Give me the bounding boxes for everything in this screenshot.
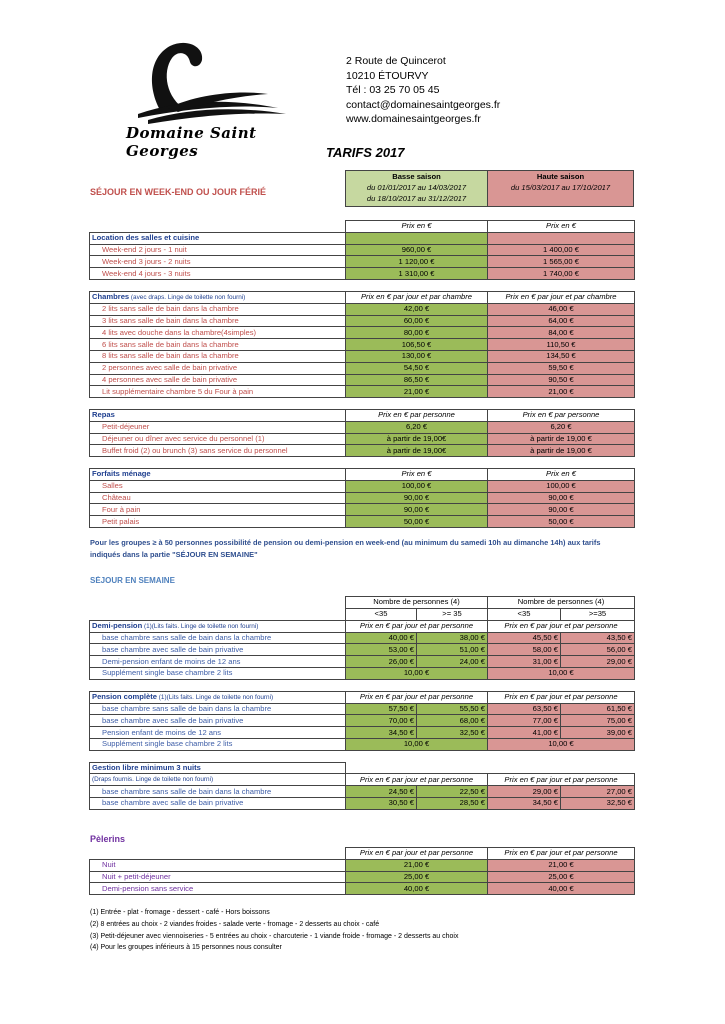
pelerins-header-row — [90, 848, 635, 860]
basse-supp: 10,00 € — [346, 667, 488, 679]
haute-price: 1 740,00 € — [488, 268, 635, 280]
basse-ge35-price: 38,00 € — [417, 632, 488, 644]
chambre-row — [90, 303, 635, 315]
rate-label: Pension enfant de moins de 12 ans — [90, 727, 346, 739]
basse-unit: Prix en € par jour et par personne — [346, 848, 488, 860]
footnote-2: (2) 8 entrées au choix - 2 viandes froides - salade verte - fromage - 2 desserts au choix - café — [90, 921, 380, 928]
basse-price: 106,50 € — [346, 339, 488, 351]
rate-label: 4 lits avec douche dans la chambre(4simples) — [90, 327, 346, 339]
haute-lt35-price: 58,00 € — [488, 644, 561, 656]
basse-empty — [346, 232, 488, 244]
semaine-table — [89, 596, 635, 810]
chambre-row — [90, 350, 635, 362]
basse-ge35-price: 22,50 € — [417, 786, 488, 798]
repas-header — [90, 409, 346, 421]
spacer-cell — [90, 679, 635, 691]
spacer-row — [90, 457, 635, 469]
basse-saison-dates-2: du 18/10/2017 au 31/12/2017 — [366, 194, 467, 203]
price-header-row — [90, 221, 635, 233]
blank-cell — [90, 597, 346, 609]
haute-ge35-price: 29,00 € — [561, 656, 635, 668]
address: 2 Route de Quincerot — [346, 55, 446, 67]
haute-price: 1 565,00 € — [488, 256, 635, 268]
rate-label: base chambre sans salle de bain dans la chambre — [90, 703, 346, 715]
haute-saison-dates: du 15/03/2017 au 17/10/2017 — [510, 183, 611, 192]
basse-price: 960,00 € — [346, 244, 488, 256]
repas-row — [90, 421, 635, 433]
spacer-cell — [90, 457, 635, 469]
gestion-subtitle: (Draps fournis. Linge de toilette non fourni) — [90, 774, 346, 786]
haute-ge35-price: 27,00 € — [561, 786, 635, 798]
haute-price: 64,00 € — [488, 315, 635, 327]
spacer-cell — [90, 750, 635, 762]
basse-lt35-price: 24,50 € — [346, 786, 417, 798]
complete-header-subtitle: (1)(Lits faits. Linge de toilette non fourni) — [157, 693, 274, 701]
basse-unit: Prix en € par jour et par personne — [346, 620, 488, 632]
rate-label: Week-end 4 jours - 3 nuits — [90, 268, 346, 280]
basse-saison-label: Basse saison — [392, 172, 441, 181]
basse-ge35-price: 55,50 € — [417, 703, 488, 715]
haute-ge35: >=35 — [561, 608, 635, 620]
location-row — [90, 268, 635, 280]
rate-label: Nuit — [90, 859, 346, 871]
rate-label: Buffet froid (2) ou brunch (3) sans service du personnel — [90, 445, 346, 457]
page-title: TARIFS 2017 — [326, 145, 405, 160]
spacer-row — [90, 679, 635, 691]
gestion-row — [90, 797, 635, 809]
rate-label: 2 personnes avec salle de bain privative — [90, 362, 346, 374]
rate-label: 2 lits sans salle de bain dans la chambre — [90, 303, 346, 315]
groups-note: Pour les groupes ≥ à 50 personnes possibilité de pension ou demi-pension en week-end (au minimum du samedi 10h au dimanche 14h) aux tarifs indiqués dans la partie "SÉJOUR EN SEMAINE" — [90, 538, 601, 559]
haute-lt35-price: 31,00 € — [488, 656, 561, 668]
forfaits-header — [90, 468, 346, 480]
pelerins-title: Pèlerins — [90, 834, 126, 844]
haute-price: 90,00 € — [488, 492, 635, 504]
blank-cell — [90, 221, 346, 233]
haute-unit: Prix en € par jour et par personne — [488, 774, 635, 786]
basse-unit: Prix en € par jour et par personne — [346, 774, 488, 786]
basse-nb-header: Nombre de personnes (4) — [346, 597, 488, 609]
haute-supp: 10,00 € — [488, 738, 635, 750]
complete-row — [90, 715, 635, 727]
haute-price: 1 400,00 € — [488, 244, 635, 256]
chambres-header — [90, 291, 346, 303]
demi-header-title: Demi-pension — [92, 620, 143, 630]
complete-header-title: Pension complète — [92, 691, 157, 701]
demi-supp-row — [90, 667, 635, 679]
rate-label: 8 lits sans salle de bain dans la chambre — [90, 350, 346, 362]
gestion-header — [90, 762, 346, 774]
haute-unit: Prix en € — [488, 468, 635, 480]
blank-cell — [346, 762, 635, 774]
haute-lt35-price: 45,50 € — [488, 632, 561, 644]
haute-price: 59,50 € — [488, 362, 635, 374]
basse-price: 21,00 € — [346, 859, 488, 871]
rate-label: 3 lits sans salle de bain dans la chambre — [90, 315, 346, 327]
rate-label: Château — [90, 492, 346, 504]
rate-label: Week-end 2 jours - 1 nuit — [90, 244, 346, 256]
location-row — [90, 256, 635, 268]
basse-price: 130,00 € — [346, 350, 488, 362]
haute-unit: Prix en € par personne — [488, 409, 635, 421]
chambres-header-row — [90, 291, 635, 303]
repas-header-row — [90, 409, 635, 421]
rate-label: Lit supplémentaire chambre 5 du Four à pain — [90, 386, 346, 398]
basse-price-header: Prix en € — [346, 221, 488, 233]
blank-cell — [90, 608, 346, 620]
rate-label: Petit-déjeuner — [90, 421, 346, 433]
haute-ge35-price: 75,00 € — [561, 715, 635, 727]
pelerins-table — [89, 847, 635, 895]
haute-price: 6,20 € — [488, 421, 635, 433]
haute-price: 134,50 € — [488, 350, 635, 362]
footnote-1: (1) Entrée - plat - fromage - dessert - café - Hors boissons — [90, 909, 270, 916]
rate-label: 4 personnes avec salle de bain privative — [90, 374, 346, 386]
rate-label: base chambre avec salle de bain privative — [90, 797, 346, 809]
rate-label: Déjeuner ou dîner avec service du personnel (1) — [90, 433, 346, 445]
basse-price: 25,00 € — [346, 871, 488, 883]
haute-saison-header — [487, 170, 634, 207]
basse-price: 80,00 € — [346, 327, 488, 339]
rate-label: base chambre avec salle de bain privative — [90, 715, 346, 727]
spacer-row — [90, 750, 635, 762]
basse-ge35: >= 35 — [417, 608, 488, 620]
complete-supp-row — [90, 738, 635, 750]
rate-label: base chambre avec salle de bain privative — [90, 644, 346, 656]
rate-label: Nuit + petit-déjeuner — [90, 871, 346, 883]
chambre-row — [90, 386, 635, 398]
city: 10210 ÉTOURVY — [346, 69, 429, 82]
rate-label: Petit palais — [90, 516, 346, 528]
spacer-cell — [90, 398, 635, 410]
basse-price: 90,00 € — [346, 504, 488, 516]
pelerin-row — [90, 883, 635, 895]
haute-price: 40,00 € — [488, 883, 635, 895]
complete-row — [90, 727, 635, 739]
haute-lt35-price: 77,00 € — [488, 715, 561, 727]
basse-supp: 10,00 € — [346, 738, 488, 750]
location-row — [90, 244, 635, 256]
forfait-row — [90, 504, 635, 516]
pelerin-row — [90, 859, 635, 871]
blank-cell — [90, 848, 346, 860]
haute-price: à partir de 19,00 € — [488, 433, 635, 445]
demi-header-subtitle: (1)(Lits faits. Linge de toilette non fourni) — [142, 622, 259, 630]
rate-label: Demi-pension sans service — [90, 883, 346, 895]
basse-price: 50,00 € — [346, 516, 488, 528]
rate-label: base chambre sans salle de bain dans la chambre — [90, 632, 346, 644]
haute-lt35-price: 29,00 € — [488, 786, 561, 798]
basse-price: à partir de 19,00€ — [346, 433, 488, 445]
chambres-header-title: Chambres — [92, 291, 130, 301]
forfait-row — [90, 480, 635, 492]
size-header-row — [90, 608, 635, 620]
demi-header — [90, 620, 346, 632]
haute-price: 84,00 € — [488, 327, 635, 339]
basse-price: 86,50 € — [346, 374, 488, 386]
location-header-row — [90, 232, 635, 244]
haute-price: à partir de 19,00 € — [488, 445, 635, 457]
basse-ge35-price: 28,50 € — [417, 797, 488, 809]
demi-row — [90, 632, 635, 644]
demi-row — [90, 656, 635, 668]
haute-ge35-price: 43,50 € — [561, 632, 635, 644]
basse-ge35-price: 24,00 € — [417, 656, 488, 668]
basse-saison-dates-1: du 01/01/2017 au 14/03/2017 — [366, 183, 467, 192]
website[interactable]: www.domainesaintgeorges.fr — [346, 113, 481, 126]
chambre-row — [90, 374, 635, 386]
basse-price: à partir de 19,00€ — [346, 445, 488, 457]
footnote-3: (3) Petit-déjeuner avec viennoiseries - 5 entrées au choix - charcuterie - 1 viande froide - fromage - 2 desserts au choix — [90, 933, 459, 940]
gestion-sub-row — [90, 774, 635, 786]
haute-ge35-price: 32,50 € — [561, 797, 635, 809]
logo-text: Domaine Saint Georges — [126, 124, 257, 160]
haute-ge35-price: 39,00 € — [561, 727, 635, 739]
basse-price: 1 310,00 € — [346, 268, 488, 280]
complete-row — [90, 703, 635, 715]
basse-saison-header — [345, 170, 488, 207]
forfaits-header-row — [90, 468, 635, 480]
forfaits-header-title: Forfaits ménage — [92, 469, 151, 479]
basse-price: 40,00 € — [346, 883, 488, 895]
basse-unit: Prix en € par jour et par chambre — [346, 291, 488, 303]
haute-saison-label: Haute saison — [536, 172, 585, 181]
chambre-row — [90, 327, 635, 339]
basse-price: 54,50 € — [346, 362, 488, 374]
email[interactable]: contact@domainesaintgeorges.fr — [346, 98, 501, 111]
pelerin-row — [90, 871, 635, 883]
basse-lt35-price: 34,50 € — [346, 727, 417, 739]
rate-label: 6 lits sans salle de bain dans la chambre — [90, 339, 346, 351]
logo — [108, 38, 298, 160]
haute-nb-header: Nombre de personnes (4) — [488, 597, 635, 609]
haute-lt35-price: 41,00 € — [488, 727, 561, 739]
gestion-header-title: Gestion libre minimum 3 nuits — [92, 762, 201, 772]
spacer-row — [90, 279, 635, 291]
basse-lt35: <35 — [346, 608, 417, 620]
chambres-header-subtitle: (avec draps. Linge de toilette non fourni) — [129, 293, 246, 301]
haute-price-header: Prix en € — [488, 221, 635, 233]
basse-lt35-price: 53,00 € — [346, 644, 417, 656]
repas-header-title: Repas — [92, 410, 115, 420]
basse-price: 6,20 € — [346, 421, 488, 433]
basse-ge35-price: 68,00 € — [417, 715, 488, 727]
semaine-title: SÉJOUR EN SEMAINE — [90, 576, 175, 583]
basse-lt35-price: 30,50 € — [346, 797, 417, 809]
basse-price: 90,00 € — [346, 492, 488, 504]
haute-lt35-price: 34,50 € — [488, 797, 561, 809]
repas-row — [90, 433, 635, 445]
basse-price: 42,00 € — [346, 303, 488, 315]
rate-label: Supplément single base chambre 2 lits — [90, 738, 346, 750]
haute-price: 100,00 € — [488, 480, 635, 492]
complete-header — [90, 691, 346, 703]
complete-header-row — [90, 691, 635, 703]
basse-lt35-price: 57,50 € — [346, 703, 417, 715]
footnote-4: (4) Pour les groupes inférieurs à 15 personnes nous consulter — [90, 944, 282, 951]
chambre-row — [90, 315, 635, 327]
basse-price: 100,00 € — [346, 480, 488, 492]
basse-price: 60,00 € — [346, 315, 488, 327]
demi-header-row — [90, 620, 635, 632]
telephone: Tél : 03 25 70 05 45 — [346, 84, 440, 97]
demi-row — [90, 644, 635, 656]
repas-row — [90, 445, 635, 457]
rate-label: Supplément single base chambre 2 lits — [90, 667, 346, 679]
basse-unit: Prix en € par personne — [346, 409, 488, 421]
basse-price: 1 120,00 € — [346, 256, 488, 268]
rate-label: Demi-pension enfant de moins de 12 ans — [90, 656, 346, 668]
haute-supp: 10,00 € — [488, 667, 635, 679]
basse-lt35-price: 40,00 € — [346, 632, 417, 644]
chambre-row — [90, 362, 635, 374]
haute-empty — [488, 232, 635, 244]
nb-header-row — [90, 597, 635, 609]
basse-unit: Prix en € par jour et par personne — [346, 691, 488, 703]
haute-unit: Prix en € par jour et par personne — [488, 620, 635, 632]
forfait-row — [90, 492, 635, 504]
haute-price: 90,50 € — [488, 374, 635, 386]
basse-unit: Prix en € — [346, 468, 488, 480]
location-header — [90, 232, 346, 244]
rate-label: Salles — [90, 480, 346, 492]
haute-price: 50,00 € — [488, 516, 635, 528]
haute-price: 21,00 € — [488, 859, 635, 871]
haute-price: 25,00 € — [488, 871, 635, 883]
haute-price: 46,00 € — [488, 303, 635, 315]
haute-ge35-price: 56,00 € — [561, 644, 635, 656]
basse-ge35-price: 51,00 € — [417, 644, 488, 656]
rate-label: Four à pain — [90, 504, 346, 516]
basse-lt35-price: 26,00 € — [346, 656, 417, 668]
basse-lt35-price: 70,00 € — [346, 715, 417, 727]
haute-ge35-price: 61,50 € — [561, 703, 635, 715]
weekend-title: SÉJOUR EN WEEK-END OU JOUR FÉRIÉ — [90, 187, 267, 197]
haute-unit: Prix en € par jour et par personne — [488, 848, 635, 860]
spacer-cell — [90, 279, 635, 291]
haute-unit: Prix en € par jour et par chambre — [488, 291, 635, 303]
haute-price: 21,00 € — [488, 386, 635, 398]
gestion-row — [90, 786, 635, 798]
rate-label: base chambre sans salle de bain dans la chambre — [90, 786, 346, 798]
contact-block — [346, 54, 500, 127]
chambre-row — [90, 339, 635, 351]
basse-ge35-price: 32,50 € — [417, 727, 488, 739]
haute-lt35-price: 63,50 € — [488, 703, 561, 715]
haute-price: 90,00 € — [488, 504, 635, 516]
haute-lt35: <35 — [488, 608, 561, 620]
location-header-title: Location des salles et cuisine — [92, 233, 200, 243]
basse-price: 21,00 € — [346, 386, 488, 398]
spacer-row — [90, 398, 635, 410]
haute-price: 110,50 € — [488, 339, 635, 351]
weekend-table — [89, 220, 635, 528]
gestion-header-row — [90, 762, 635, 774]
rate-label: Week-end 3 jours - 2 nuits — [90, 256, 346, 268]
haute-unit: Prix en € par jour et par personne — [488, 691, 635, 703]
forfait-row — [90, 516, 635, 528]
